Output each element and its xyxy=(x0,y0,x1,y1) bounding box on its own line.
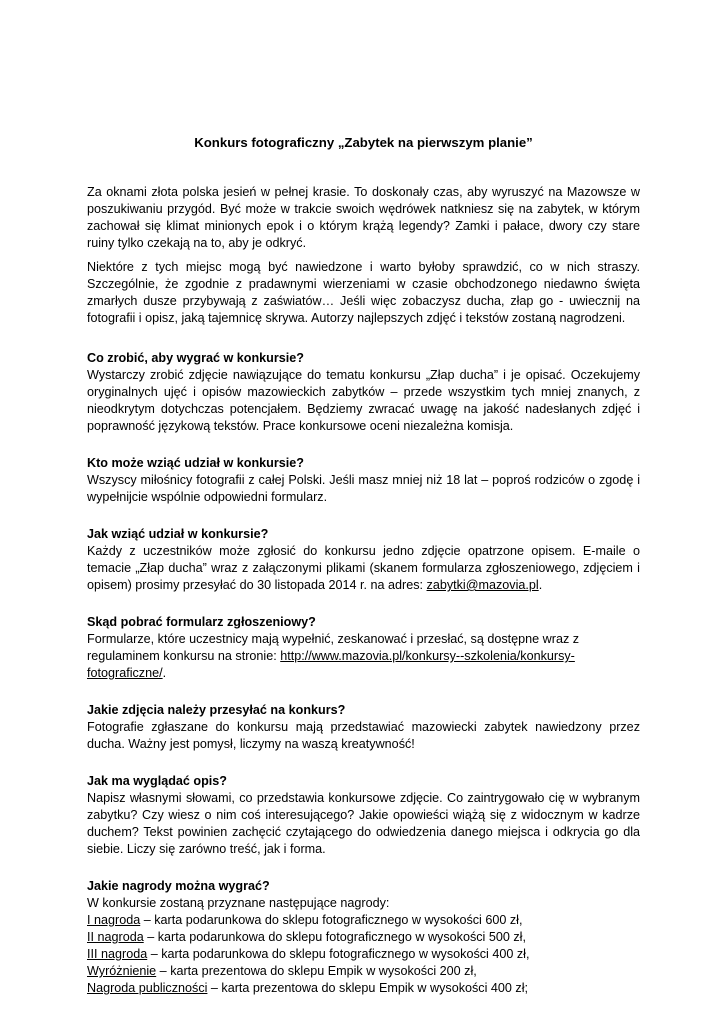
intro-block xyxy=(87,184,640,327)
section-body: Wystarczy zrobić zdjęcie nawiązujące do tematu konkursu „Złap ducha” i je opisać. Oczekujemy oryginalnych ujęć i opisów mazowieckich zabytków – przede wszystkim tych mniej znanych, z nieodkrytym dotychczas potencjałem. Będziemy zwracać uwagę na jakość nadesłanych zdjęć i poprawność językową tekstów. Prace konkursowe oceni niezależna komisja. xyxy=(87,368,640,433)
prize-desc: – karta podarunkowa do sklepu fotograficznego w wysokości 500 zł, xyxy=(143,930,526,944)
section-prizes xyxy=(87,878,640,997)
prize-item xyxy=(87,980,640,997)
prize-name: III nagroda xyxy=(87,947,148,961)
section-how-to-win xyxy=(87,350,640,435)
body-text: Formularze, które uczestnicy mają wypełnić, zeskanować i przesłać, są dostępne wraz z regulaminem konkursu na stronie: xyxy=(87,632,580,663)
email-link[interactable]: zabytki@mazovia.pl xyxy=(426,578,539,592)
document-content xyxy=(87,134,640,997)
section-heading: Skąd pobrać formularz zgłoszeniowy? xyxy=(87,615,316,629)
section-description xyxy=(87,773,640,858)
section-heading: Jakie nagrody można wygrać? xyxy=(87,879,270,893)
regulations-link[interactable]: http://www.mazovia.pl/konkursy--szkolenia/konkursy-fotograficzne/ xyxy=(87,649,575,680)
prize-name: II nagroda xyxy=(87,930,144,944)
body-text: Każdy z uczestników może zgłosić do konkursu jedno zdjęcie opatrzone opisem. E-maile o temacie „Złap ducha” wraz z załączonymi plikami (skanem formularza zgłoszeniowego, zdjęciem i opisem) prosimy przesyłać do 30 listopada 2014 r. na adres: xyxy=(87,544,640,592)
section-body xyxy=(87,543,640,594)
section-heading: Co zrobić, aby wygrać w konkursie? xyxy=(87,351,304,365)
document-title: Konkurs fotograficzny „Zabytek na pierwszym planie” xyxy=(194,135,533,150)
prize-item xyxy=(87,929,640,946)
section-heading: Jakie zdjęcia należy przesyłać na konkurs? xyxy=(87,703,346,717)
prize-desc: – karta prezentowa do sklepu Empik w wysokości 200 zł, xyxy=(156,964,477,978)
section-heading: Jak ma wyglądać opis? xyxy=(87,774,227,788)
body-tail: . xyxy=(538,578,543,592)
prizes-intro: W konkursie zostaną przyznane następujące nagrody: xyxy=(87,896,390,910)
prize-name: Wyróżnienie xyxy=(87,964,157,978)
prize-desc: – karta podarunkowa do sklepu fotograficznego w wysokości 600 zł, xyxy=(140,913,523,927)
section-body xyxy=(87,631,640,682)
body-tail: . xyxy=(162,666,167,680)
prize-name: I nagroda xyxy=(87,913,141,927)
prize-item xyxy=(87,963,640,980)
prize-item xyxy=(87,912,640,929)
section-body: Napisz własnymi słowami, co przedstawia konkursowe zdjęcie. Co zaintrygowało cię w wybranym zabytku? Czy wiesz o nim coś interesującego? Jakie opowieści wiążą się z widocznym w kadrze duchem? Tekst powinien zachęcić czytającego do odwiedzenia danego miejsca i odkrycia go dla siebie. Liczy się zarówno treść, jak i forma. xyxy=(87,791,640,856)
section-body: Fotografie zgłaszane do konkursu mają przedstawiać mazowiecki zabytek nawiedzony przez ducha. Ważny jest pomysł, liczymy na waszą kreatywność! xyxy=(87,720,640,751)
prize-item xyxy=(87,946,640,963)
section-body: Wszyscy miłośnicy fotografii z całej Polski. Jeśli masz mniej niż 18 lat – poproś rodziców o zgodę i wypełnijcie wspólnie odpowiedni formularz. xyxy=(87,473,640,504)
intro-paragraph-1: Za oknami złota polska jesień w pełnej krasie. To doskonały czas, aby wyruszyć na Mazowsze w poszukiwaniu przygód. Być może w trakcie swoich wędrówek natkniesz się na zabytek, w którym zachował się klimat minionych epok i o którym krążą legendy? Zamki i pałace, dwory czy stare ruiny tylko czekają na to, aby je odkryć. xyxy=(87,185,640,250)
intro-paragraph-2: Niektóre z tych miejsc mogą być nawiedzone i warto byłoby sprawdzić, co w nich straszy. Szczególnie, że zgodnie z pradawnymi wierzeniami w czasie obchodzonego niedawno święta zmarłych dusze przybywają z zaświatów… Jeśli więc zobaczysz ducha, złap go - uwiecznij na fotografii i opisz, jaką tajemnicę skrywa. Autorzy najlepszych zdjęć i tekstów zostaną nagrodzeni. xyxy=(87,260,640,325)
prize-desc: – karta prezentowa do sklepu Empik w wysokości 400 zł; xyxy=(207,981,529,995)
section-how-to-join xyxy=(87,526,640,594)
section-who-can xyxy=(87,455,640,506)
prize-desc: – karta podarunkowa do sklepu fotograficznego w wysokości 400 zł, xyxy=(147,947,530,961)
section-heading: Kto może wziąć udział w konkursie? xyxy=(87,456,304,470)
prize-name: Nagroda publiczności xyxy=(87,981,208,995)
section-heading: Jak wziąć udział w konkursie? xyxy=(87,527,269,541)
section-form xyxy=(87,614,640,682)
section-photos xyxy=(87,702,640,753)
